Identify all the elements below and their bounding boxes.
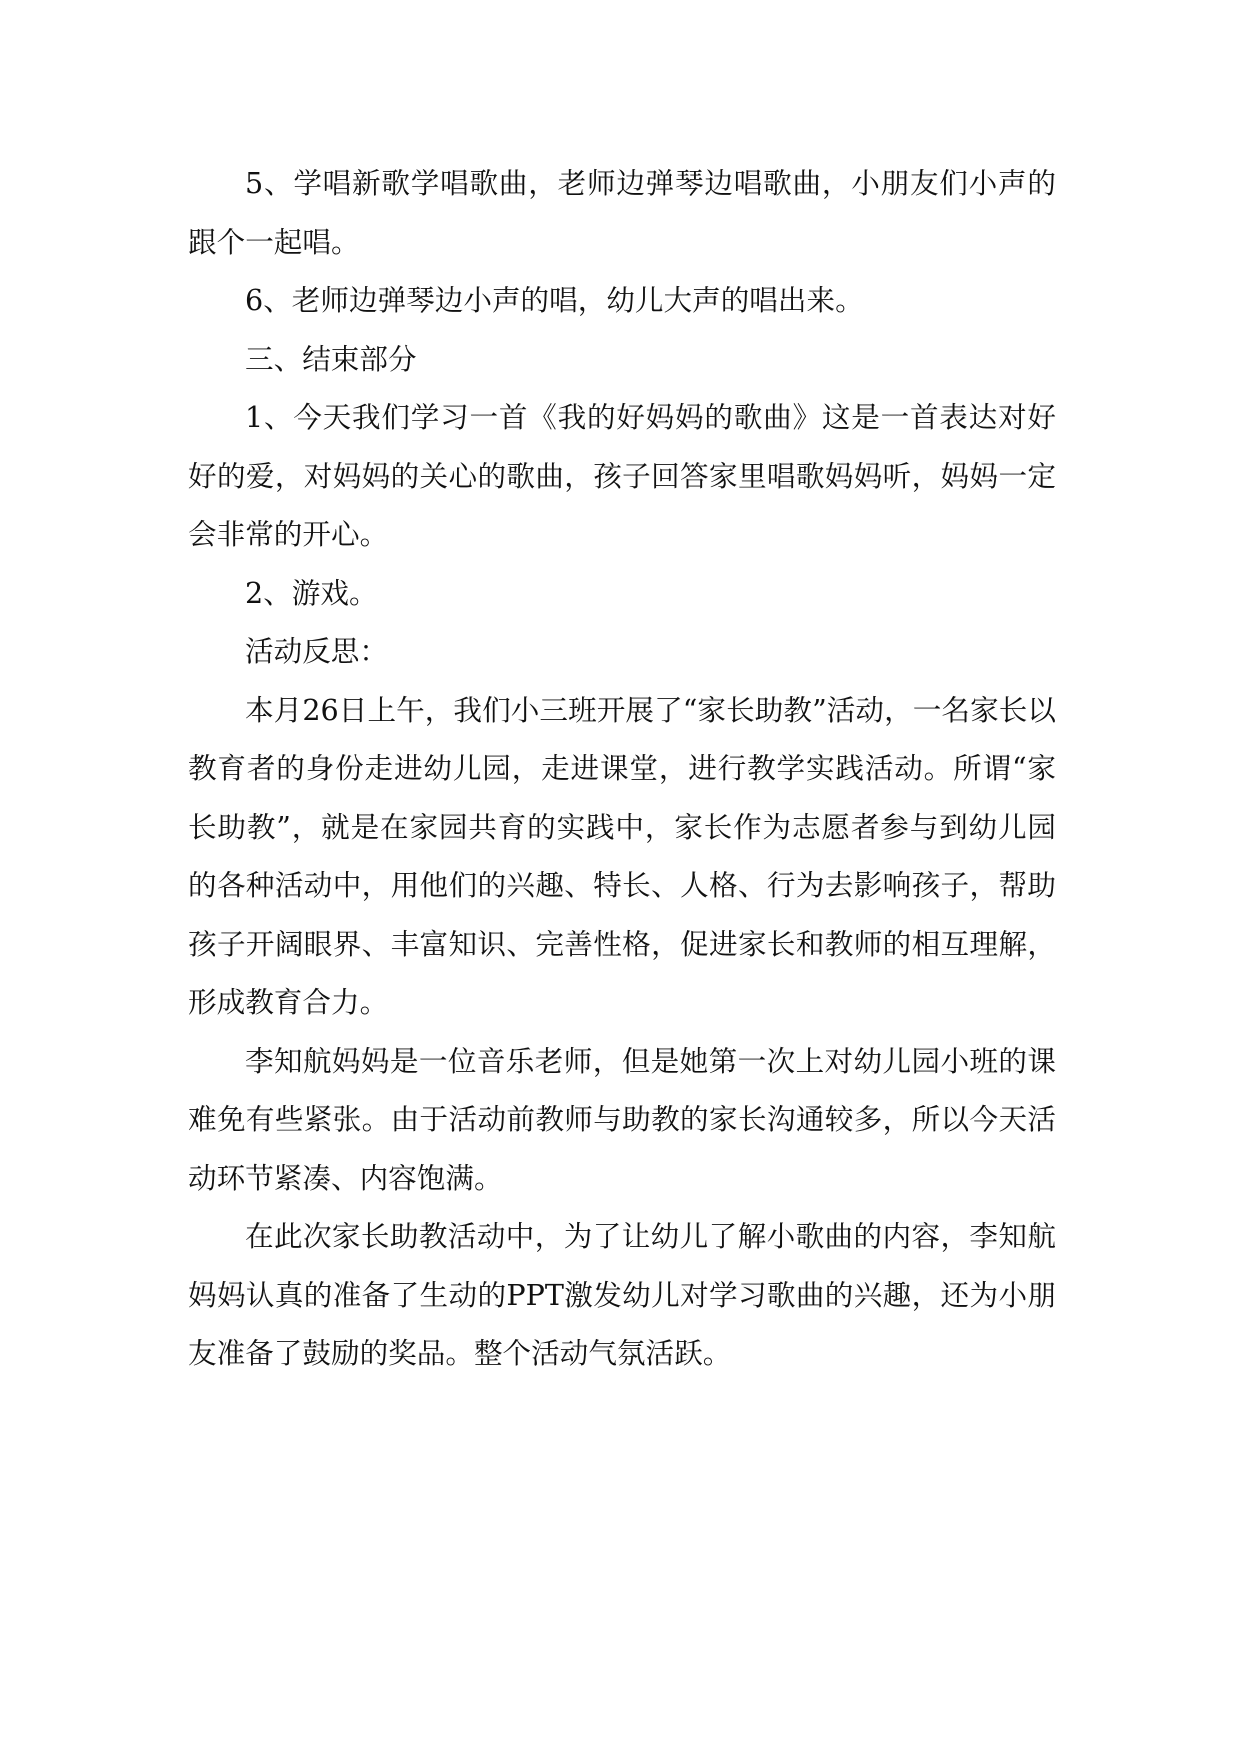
paragraph-step-6: 6、老师边弹琴边小声的唱，幼儿大声的唱出来。	[245, 283, 864, 317]
paragraph-reflection-2: 李知航妈妈是一位音乐老师，但是她第一次上对幼儿园小班的课难免有些紧张。由于活动前教师与助教的家长沟通较多，所以今天活动环节紧凑、内容饱满。	[188, 1043, 1056, 1195]
document-body	[188, 154, 1056, 1383]
section-heading-ending: 三、结束部分	[245, 341, 417, 376]
paragraph-reflection-3: 在此次家长助教活动中，为了让幼儿了解小歌曲的内容，李知航妈妈认真的准备了生动的PPT激发幼儿对学习歌曲的兴趣，还为小朋友准备了鼓励的奖品。整个活动气氛活跃。	[188, 1219, 1056, 1370]
paragraph-ending-1: 1、今天我们学习一首《我的好妈妈的歌曲》这是一首表达对好好的爱，对妈妈的关心的歌曲，孩子回答家里唱歌妈妈听，妈妈一定会非常的开心。	[188, 400, 1056, 551]
paragraph-ending-2: 2、游戏。	[245, 575, 378, 610]
paragraph-step-5: 5、学唱新歌学唱歌曲，老师边弹琴边唱歌曲，小朋友们小声的跟个一起唱。	[188, 166, 1056, 259]
section-heading-reflection: 活动反思：	[245, 634, 388, 668]
paragraph-reflection-1: 本月26日上午，我们小三班开展了“家长助教”活动，一名家长以教育者的身份走进幼儿园，走进课堂，进行教学实践活动。所谓“家长助教”，就是在家园共育的实践中，家长作为志愿者参与到幼儿园的各种活动中，用他们的兴趣、特长、人格、行为去影响孩子，帮助孩子开阔眼界、丰富知识、完善性格，促进家长和教师的相互理解，形成教育合力。	[188, 692, 1056, 1019]
